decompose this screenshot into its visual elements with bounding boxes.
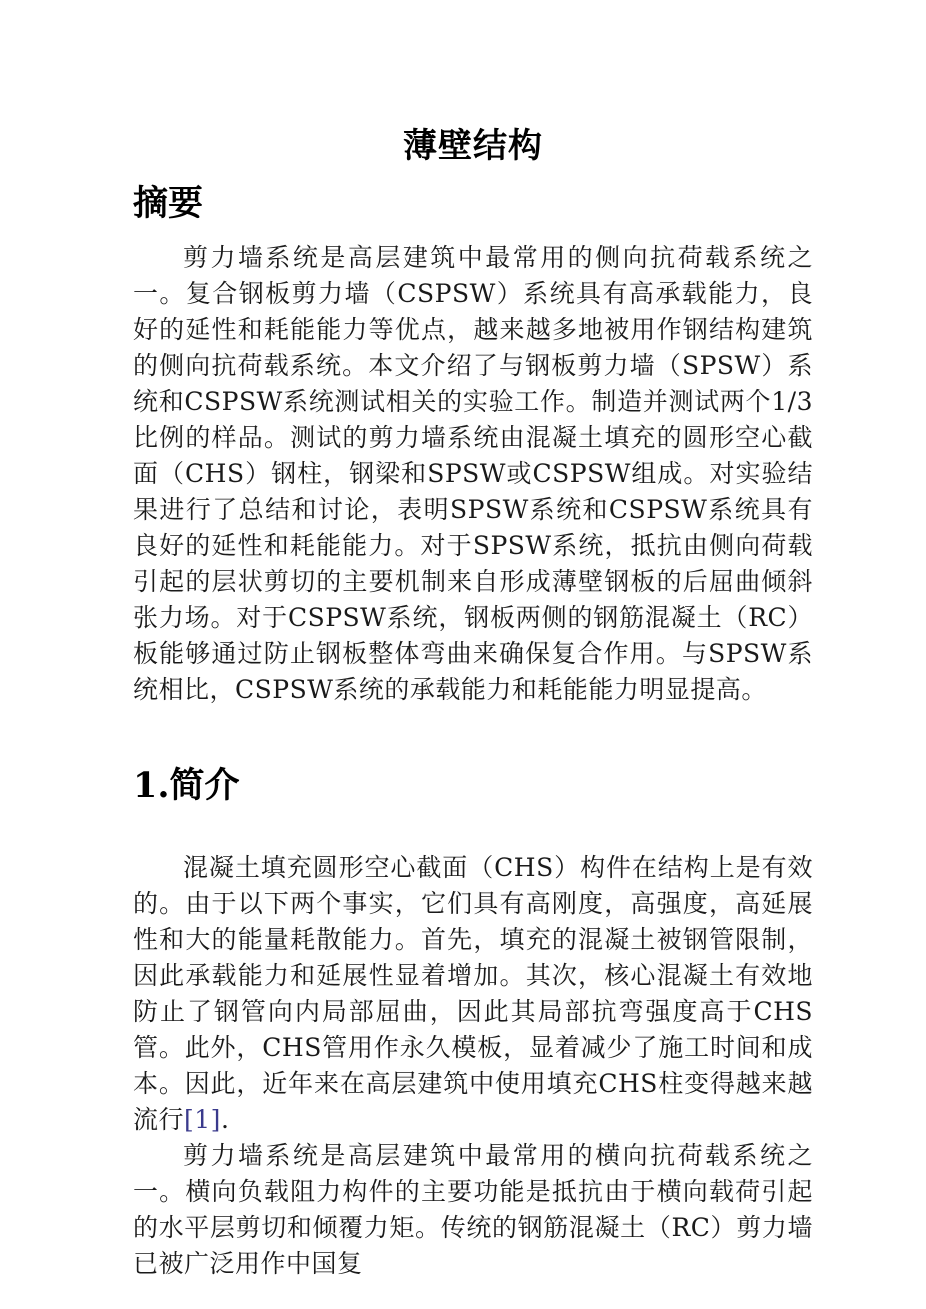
intro-paragraph-1: [133, 850, 813, 1138]
intro-paragraph-1-text: 混凝土填充圆形空心截面（CHS）构件在结构上是有效的。由于以下两个事实，它们具有高刚度，高强度，高延展性和大的能量耗散能力。首先，填充的混凝土被钢管限制，因此承载能力和延展性显着增加。其次，核心混凝土有效地防止了钢管向内局部屈曲，因此其局部抗弯强度高于CHS管。此外，CHS管用作永久模板，显着减少了施工时间和成本。因此，近年来在高层建筑中使用填充CHS柱变得越来越流行: [133, 853, 813, 1134]
abstract-paragraph: 剪力墙系统是高层建筑中最常用的侧向抗荷载系统之一。复合钢板剪力墙（CSPSW）系统具有高承载能力，良好的延性和耗能能力等优点，越来越多地被用作钢结构建筑的侧向抗荷载系统。本文介绍了与钢板剪力墙（SPSW）系统和CSPSW系统测试相关的实验工作。制造并测试两个1/3比例的样品。测试的剪力墙系统由混凝土填充的圆形空心截面（CHS）钢柱，钢梁和SPSW或CSPSW组成。对实验结果进行了总结和讨论，表明SPSW系统和CSPSW系统具有良好的延性和耗能能力。对于SPSW系统，抵抗由侧向荷载引起的层状剪切的主要机制来自形成薄壁钢板的后屈曲倾斜张力场。对于CSPSW系统，钢板两侧的钢筋混凝土（RC）板能够通过防止钢板整体弯曲来确保复合作用。与SPSW系统相比，CSPSW系统的承载能力和耗能能力明显提高。: [133, 243, 813, 704]
introduction-heading: 1.简介: [133, 765, 240, 806]
citation-link-1[interactable]: [1]: [184, 1105, 221, 1134]
intro-paragraph-2: 剪力墙系统是高层建筑中最常用的横向抗荷载系统之一。横向负载阻力构件的主要功能是抵抗由于横向载荷引起的水平层剪切和倾覆力矩。传统的钢筋混凝土（RC）剪力墙已被广泛用作中国复: [133, 1141, 813, 1278]
intro-paragraph-1-period: .: [220, 1105, 230, 1134]
document-title: 薄壁结构: [403, 126, 543, 166]
abstract-heading: 摘要: [133, 183, 204, 224]
